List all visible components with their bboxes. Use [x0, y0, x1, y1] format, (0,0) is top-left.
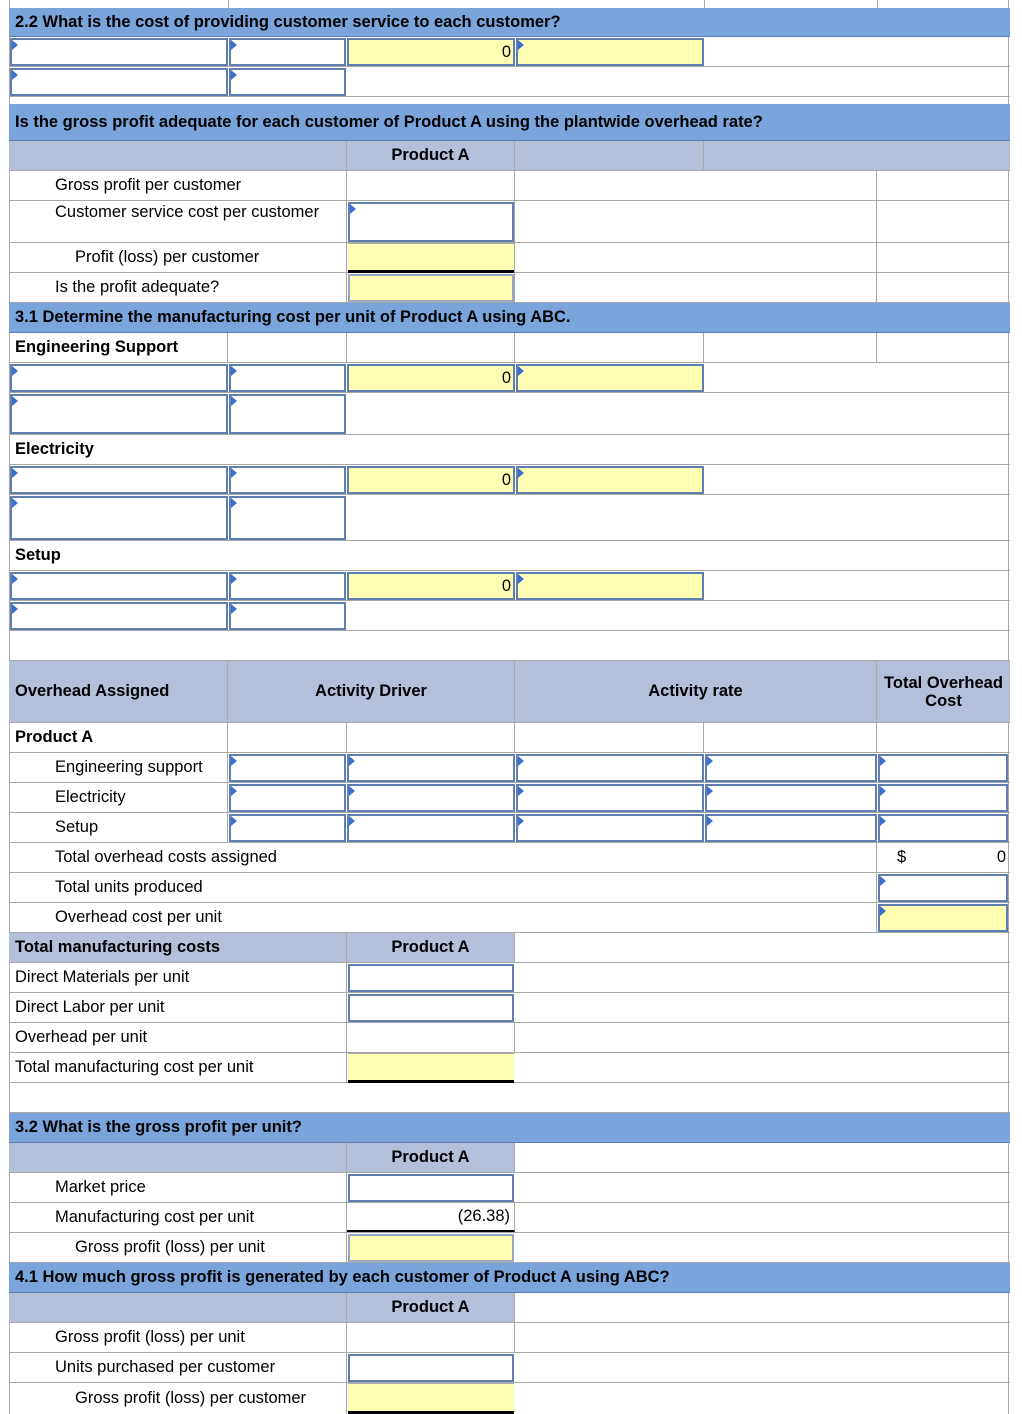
engineering-cost-input[interactable] [10, 364, 228, 392]
electricity-total-cell[interactable] [878, 784, 1008, 812]
product-a-header: Product A [347, 1293, 515, 1322]
setup-cost-input[interactable] [10, 572, 228, 600]
setup-total-cell[interactable] [878, 814, 1008, 842]
blank-cell [515, 333, 704, 362]
overhead-per-unit-cell [347, 1023, 515, 1052]
customer-service-driver-input[interactable] [10, 38, 228, 66]
engineering-result-value: 0 [501, 368, 511, 387]
customer-service-quantity-input[interactable] [229, 38, 346, 66]
blank-cell [228, 723, 347, 752]
row-label: Gross profit (loss) per customer [9, 1383, 347, 1414]
direct-materials-input[interactable] [348, 964, 514, 992]
product-label: Product A [9, 723, 228, 752]
mfg-header: Total manufacturing costs [9, 933, 347, 962]
mfg-cost-value: (26.38) [347, 1203, 515, 1232]
total-overhead-cost-header: Total Overhead Cost [884, 673, 1003, 710]
blank-header [9, 1293, 347, 1322]
row-label: Total overhead costs assigned [9, 843, 877, 872]
row-label: Direct Labor per unit [9, 993, 347, 1022]
electricity-driver-qty-input[interactable] [229, 496, 346, 540]
total-mfg-cost-output [348, 1053, 514, 1083]
adequacy-column-header-row [9, 141, 1010, 171]
row-label: Profit (loss) per customer [9, 243, 347, 272]
gross-profit-per-customer-output [348, 1383, 514, 1414]
blank-cell [515, 723, 704, 752]
row-label: Overhead cost per unit [9, 903, 877, 932]
section-2-2-header [9, 8, 1010, 37]
engineering-rate-unit-cell[interactable] [705, 754, 877, 782]
row-label: Gross profit per customer [9, 171, 347, 200]
adequacy-row [9, 171, 1010, 201]
row-label: Direct Materials per unit [9, 963, 347, 992]
electricity-label-row [9, 435, 1010, 465]
group-label: Electricity [15, 440, 94, 458]
row-label: Is the profit adequate? [9, 273, 347, 302]
setup-driver-input[interactable] [10, 602, 228, 630]
setup-rate-unit-cell[interactable] [705, 814, 877, 842]
electricity-result-value: 0 [501, 470, 511, 489]
gross-profit-per-unit-cell [347, 1323, 515, 1352]
blank-cell [704, 723, 877, 752]
customer-service-count-input[interactable] [229, 68, 346, 96]
blank-header [515, 141, 704, 170]
setup-rate-cell[interactable] [516, 814, 704, 842]
product-a-header: Product A [347, 141, 515, 170]
section-title: 2.2 What is the cost of providing customer service to each customer? [15, 12, 561, 31]
row-label: Market price [9, 1173, 347, 1202]
row-label-text: Customer service cost per customer [55, 203, 320, 221]
customer-service-cost-input[interactable] [348, 202, 514, 242]
product-a-header: Product A [347, 933, 515, 962]
row-label: Overhead per unit [9, 1023, 347, 1052]
row-label: Setup [9, 813, 228, 842]
sec41-row [9, 1323, 1010, 1353]
blank-cell [228, 333, 347, 362]
engineering-driver-qty-input[interactable] [229, 394, 346, 434]
group-label: Engineering Support [9, 333, 228, 362]
row-label: Engineering support [9, 753, 228, 782]
setup-divide-input[interactable] [229, 572, 346, 600]
blank-cell [515, 273, 877, 302]
row-label: Gross profit (loss) per unit [9, 1323, 347, 1352]
row-label: Gross profit (loss) per unit [9, 1233, 347, 1262]
activity-driver-header: Activity Driver [228, 661, 515, 722]
total-overhead-row [9, 843, 1010, 873]
grid-line [228, 0, 229, 8]
grid-line [877, 0, 878, 8]
row-label: Electricity [9, 783, 228, 812]
section-title: 3.1 Determine the manufacturing cost per unit of Product A using ABC. [15, 308, 571, 326]
row-label [9, 201, 347, 242]
section-3-1-header [9, 303, 1010, 333]
electricity-rate-unit-cell[interactable] [705, 784, 877, 812]
gross-profit-per-unit-input[interactable] [348, 1234, 514, 1262]
electricity-rate-cell[interactable] [516, 784, 704, 812]
mfg-header-row [9, 933, 1010, 963]
blank-cell [347, 723, 515, 752]
row-label: Total units produced [9, 873, 877, 902]
customer-service-label-input[interactable] [10, 68, 228, 96]
row-label: Units purchased per customer [9, 1353, 347, 1382]
total-overhead-value: 0 [996, 848, 1006, 866]
blank-header [9, 1143, 347, 1172]
profit-adequate-select[interactable] [348, 274, 514, 302]
units-per-customer-input[interactable] [348, 1354, 514, 1382]
adequacy-section-header [9, 104, 1010, 141]
setup-driver-cell[interactable] [229, 814, 346, 842]
mfg-row [9, 1023, 1010, 1053]
sec32-header-row [9, 1143, 1010, 1173]
electricity-driver-input[interactable] [10, 496, 228, 540]
setup-driver-qty-input[interactable] [229, 602, 346, 630]
product-a-header: Product A [347, 1143, 515, 1172]
gross-profit-per-customer-cell [347, 171, 515, 200]
engineering-support-label-row [9, 333, 1010, 363]
overhead-product-row [9, 723, 1010, 753]
engineering-units-cell[interactable] [347, 754, 515, 782]
blank-header [9, 141, 347, 170]
profit-per-customer-output [348, 243, 514, 273]
spacer-row [9, 1083, 1010, 1113]
setup-label-row [9, 541, 1010, 571]
engineering-rate-input[interactable] [516, 364, 704, 392]
section-3-2-header [9, 1113, 1010, 1143]
engineering-total-cell[interactable] [878, 754, 1008, 782]
overhead-per-unit-input[interactable] [878, 904, 1008, 932]
blank-cell [704, 333, 877, 362]
total-units-input[interactable] [878, 874, 1008, 902]
overhead-assigned-header: Overhead Assigned [9, 661, 228, 722]
adequacy-title: Is the gross profit adequate for each customer of Product A using the plantwide overhead rate? [15, 112, 763, 131]
engineering-driver-input[interactable] [10, 394, 228, 434]
section-4-1-header [9, 1263, 1010, 1293]
total-units-row [9, 873, 1010, 903]
setup-units-cell[interactable] [347, 814, 515, 842]
sec41-header-row [9, 1293, 1010, 1323]
blank-cell [347, 333, 515, 362]
blank-cell [515, 171, 877, 200]
spacer-row [9, 631, 1010, 661]
activity-rate-header: Activity rate [515, 661, 877, 722]
sec32-row [9, 1203, 1010, 1233]
row-label: Total manufacturing cost per unit [9, 1053, 347, 1082]
engineering-driver-cell[interactable] [229, 754, 346, 782]
section-title: 4.1 How much gross profit is generated by each customer of Product A using ABC? [15, 1268, 670, 1286]
grid-line [704, 0, 705, 8]
direct-labor-input[interactable] [348, 994, 514, 1022]
section-title: 3.2 What is the gross profit per unit? [15, 1118, 302, 1136]
electricity-cost-input[interactable] [10, 466, 228, 494]
overhead-per-unit-row [9, 903, 1010, 933]
blank-header [704, 141, 1010, 170]
engineering-divide-input[interactable] [229, 364, 346, 392]
electricity-divide-input[interactable] [229, 466, 346, 494]
electricity-driver-cell[interactable] [229, 784, 346, 812]
customer-service-result-value: 0 [501, 42, 511, 61]
market-price-input[interactable] [348, 1174, 514, 1202]
row-label: Manufacturing cost per unit [9, 1203, 347, 1232]
engineering-rate-cell[interactable] [516, 754, 704, 782]
blank-cell [515, 243, 877, 272]
group-label: Setup [15, 546, 61, 564]
setup-result-value: 0 [501, 576, 511, 595]
customer-service-rate-input[interactable] [516, 38, 704, 66]
overhead-header-row [9, 661, 1010, 723]
blank-cell [515, 201, 877, 242]
electricity-rate-input[interactable] [516, 466, 704, 494]
electricity-units-cell[interactable] [347, 784, 515, 812]
setup-rate-input[interactable] [516, 572, 704, 600]
currency-symbol: $ [897, 848, 907, 866]
total-overhead-value-cell [877, 843, 1010, 872]
